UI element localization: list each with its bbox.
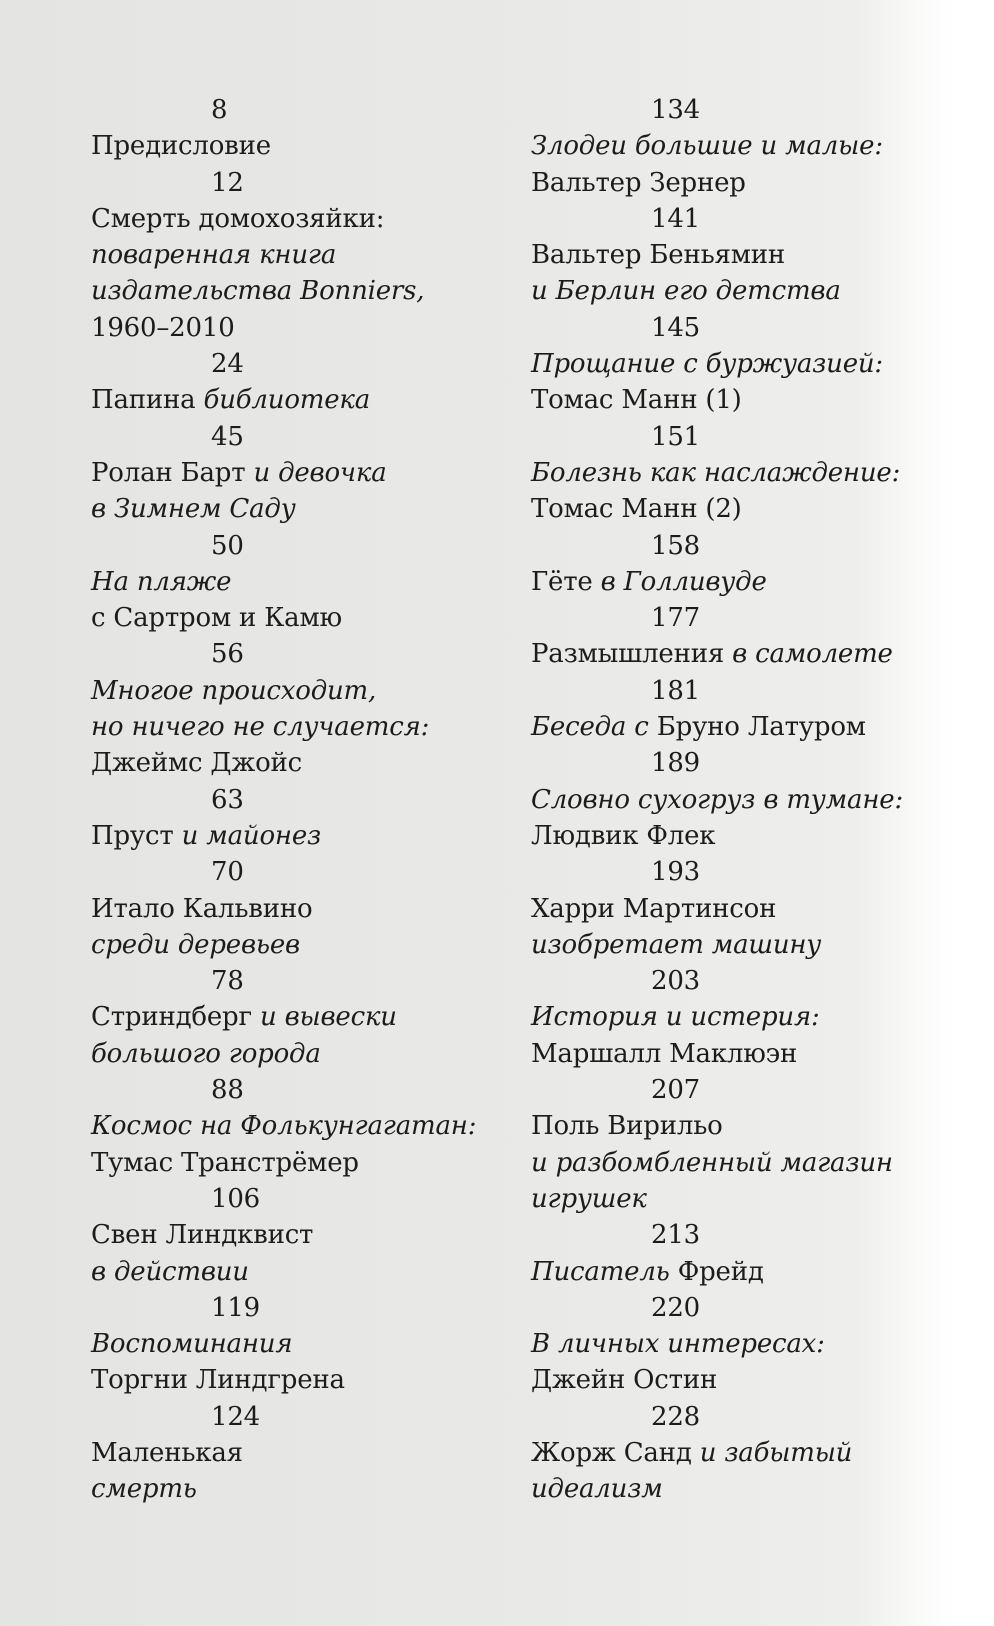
toc-page-number: 106 [211,1183,261,1214]
toc-entry [531,600,931,673]
toc-title-italic: Многое происходит, [91,675,377,706]
toc-page-number: 145 [651,312,701,343]
toc-title-line [91,128,491,164]
toc-page-number: 189 [651,748,701,779]
toc-title-text: 1960–2010 [91,312,235,343]
toc-title-line [531,165,931,201]
toc-title-line [531,1108,931,1144]
toc-title-italic: История и истерия: [531,1002,820,1033]
toc-title-line [91,673,491,709]
toc-page-number: 141 [651,203,701,234]
toc-title-line [91,1036,491,1072]
toc-title-line [91,999,491,1035]
toc-title-line [531,1471,931,1507]
toc-entry [91,1072,491,1181]
toc-title-text: Томас Манн (2) [531,494,742,525]
toc-page-number: 88 [211,1075,244,1106]
toc-title-text: Людвик Флек [531,820,716,851]
toc-title-text: Жорж Санд [531,1437,700,1468]
toc-title-line [91,564,491,600]
toc-entry [91,1290,491,1399]
toc-title-italic: изобретает машину [531,929,822,960]
toc-page-number: 151 [651,421,701,452]
toc-page-number: 8 [211,95,228,125]
toc-title-line [531,927,931,963]
toc-title-italic: Космос на Фолькунгагатан: [91,1111,477,1142]
toc-title-italic: среди деревьев [91,929,300,960]
toc-title-text: Итало Кальвино [91,893,313,924]
toc-title-text: Торгни Линдгрена [91,1365,345,1396]
toc-page-number: 220 [651,1292,701,1323]
toc-title-line [91,455,491,491]
toc-title-line [531,709,931,745]
toc-title-italic: библиотека [203,385,371,416]
toc-page-number: 24 [211,349,244,380]
toc-title-line [531,818,931,854]
toc-entry [531,1290,931,1399]
toc-page-number: 193 [651,857,701,888]
toc-title-line [531,636,931,672]
toc-entry [91,1181,491,1290]
toc-title-line [531,346,931,382]
toc-title-line [91,201,491,237]
toc-page-number: 203 [651,966,701,997]
toc-title-line [531,1435,931,1471]
toc-title-italic: издательства Bonniers, [91,276,425,307]
toc-title-line [531,237,931,273]
toc-title-italic: Словно сухогруз в тумане: [531,784,904,815]
toc-title-italic: Болезнь как наслаждение: [531,457,901,488]
toc-entry [91,346,491,419]
toc-entry [531,854,931,963]
toc-page-number: 56 [211,639,244,670]
toc-title-line [91,1435,491,1471]
toc-title-italic: смерть [91,1474,197,1505]
toc-title-line [531,273,931,309]
toc-page-number: 207 [651,1075,701,1106]
toc-title-text: Вальтер Беньямин [531,240,786,271]
toc-title-italic: в действии [91,1256,249,1287]
toc-title-text: Маршалл Маклюэн [531,1038,798,1069]
toc-title-text: Гёте [531,566,601,597]
toc-entry [531,1217,931,1290]
toc-page-number: 45 [211,421,244,452]
toc-title-line [91,1471,491,1507]
toc-right-column [531,92,931,1508]
toc-title-line [91,891,491,927]
toc-entry [531,673,931,746]
toc-title-italic: и девочка [253,457,387,488]
toc-entry [531,92,931,201]
toc-entry [531,1399,931,1508]
toc-page-number: 78 [211,966,244,997]
toc-title-italic: и майонез [181,820,321,851]
toc-page-number: 12 [211,167,244,198]
toc-title-italic: большого города [91,1038,321,1069]
toc-title-italic: в самолете [732,639,893,670]
toc-entry [91,963,491,1072]
toc-title-italic: Беседа с [531,712,657,743]
toc-title-text: Фрейд [677,1256,764,1287]
toc-title-line [531,1145,931,1181]
toc-entry [91,528,491,637]
toc-title-italic: и вывески [259,1002,397,1033]
toc-title-italic: В личных интересах: [531,1329,825,1360]
toc-title-italic: в Зимнем Саду [91,494,296,525]
toc-title-line [91,1145,491,1181]
toc-title-text: Бруно Латуром [656,712,866,743]
toc-title-italic: идеализм [531,1474,663,1505]
toc-title-text: Джейн Остин [531,1365,718,1396]
toc-title-text: Поль Вирильо [531,1111,723,1142]
toc-title-text: Харри Мартинсон [531,893,777,924]
toc-title-text: Вальтер Зернер [531,167,746,198]
toc-entry [91,165,491,346]
toc-title-text: Стриндберг [91,1002,260,1033]
toc-title-line [531,999,931,1035]
toc-title-italic: поваренная книга [91,240,337,271]
toc-title-line [531,564,931,600]
toc-title-line [91,273,491,309]
toc-title-text: Ролан Барт [91,457,254,488]
toc-title-line [91,818,491,854]
toc-title-line [91,491,491,527]
toc-title-italic: Писатель [531,1256,678,1287]
toc-page-number: 119 [211,1292,261,1323]
toc-page-number: 177 [651,603,701,634]
toc-title-italic: Прощание с буржуазией: [531,349,883,380]
toc-entry [531,745,931,854]
toc-page-number: 181 [651,675,701,706]
toc-entry [531,963,931,1072]
toc-page-number: 50 [211,530,244,561]
toc-title-line [531,128,931,164]
toc-title-line [531,491,931,527]
toc-title-text: Предисловие [91,131,271,162]
toc-entry [91,782,491,855]
toc-title-line [531,382,931,418]
toc-title-italic: и Берлин его детства [531,276,841,307]
toc-title-text: с Сартром и Камю [91,603,342,634]
toc-entry [531,419,931,528]
toc-entry [531,528,931,601]
toc-title-italic: игрушек [531,1183,647,1214]
toc-title-line [531,455,931,491]
toc-title-text: Размышления [531,639,733,670]
toc-title-italic: и забытый [699,1437,853,1468]
toc-title-line [91,237,491,273]
toc-title-italic: в Голливуде [600,566,767,597]
toc-entry [531,310,931,419]
toc-title-line [91,745,491,781]
toc-title-italic: На пляже [91,566,232,597]
toc-title-line [531,1036,931,1072]
toc-title-line [91,1108,491,1144]
toc-title-line [531,1326,931,1362]
toc-title-line [531,782,931,818]
toc-title-text: Свен Линдквист [91,1220,314,1251]
toc-title-line [91,709,491,745]
toc-title-line [91,1326,491,1362]
toc-title-line [91,1362,491,1398]
toc-entry [91,854,491,963]
toc-entry [531,1072,931,1217]
toc-title-line [531,891,931,927]
toc-title-text: Пруст [91,820,182,851]
toc-title-text: Маленькая [91,1437,243,1468]
toc-title-italic: но ничего не случается: [91,712,430,743]
toc-title-line [531,1181,931,1217]
toc-entry [91,1399,491,1508]
toc-entry [91,92,491,165]
toc-title-text: Томас Манн (1) [531,385,742,416]
toc-left-column [91,92,491,1508]
toc-page-number: 63 [211,784,244,815]
toc-title-line [91,310,491,346]
toc-title-line [531,1254,931,1290]
toc-title-line [91,600,491,636]
toc-title-line [91,382,491,418]
toc-entry [531,201,931,310]
toc-title-italic: и разбомбленный магазин [531,1147,893,1178]
toc-title-line [91,1217,491,1253]
toc-page-number: 158 [651,530,701,561]
toc-title-text: Тумас Транстрёмер [91,1147,359,1178]
toc-title-line [531,1362,931,1398]
toc-page-number: 134 [651,95,701,125]
toc-title-text: Джеймс Джойс [91,748,303,779]
toc-entry [91,636,491,781]
toc-page-number: 213 [651,1220,701,1251]
toc-title-line [91,1254,491,1290]
toc-entry [91,419,491,528]
toc-page-number: 124 [211,1401,261,1432]
toc-page-number: 70 [211,857,244,888]
toc-title-line [91,927,491,963]
toc-title-italic: Злодеи большие и малые: [531,131,883,162]
toc-page-number: 228 [651,1401,701,1432]
toc-title-italic: Воспоминания [91,1329,293,1360]
toc-title-text: Папина [91,385,204,416]
toc-title-text: Смерть домохозяйки: [91,203,385,234]
